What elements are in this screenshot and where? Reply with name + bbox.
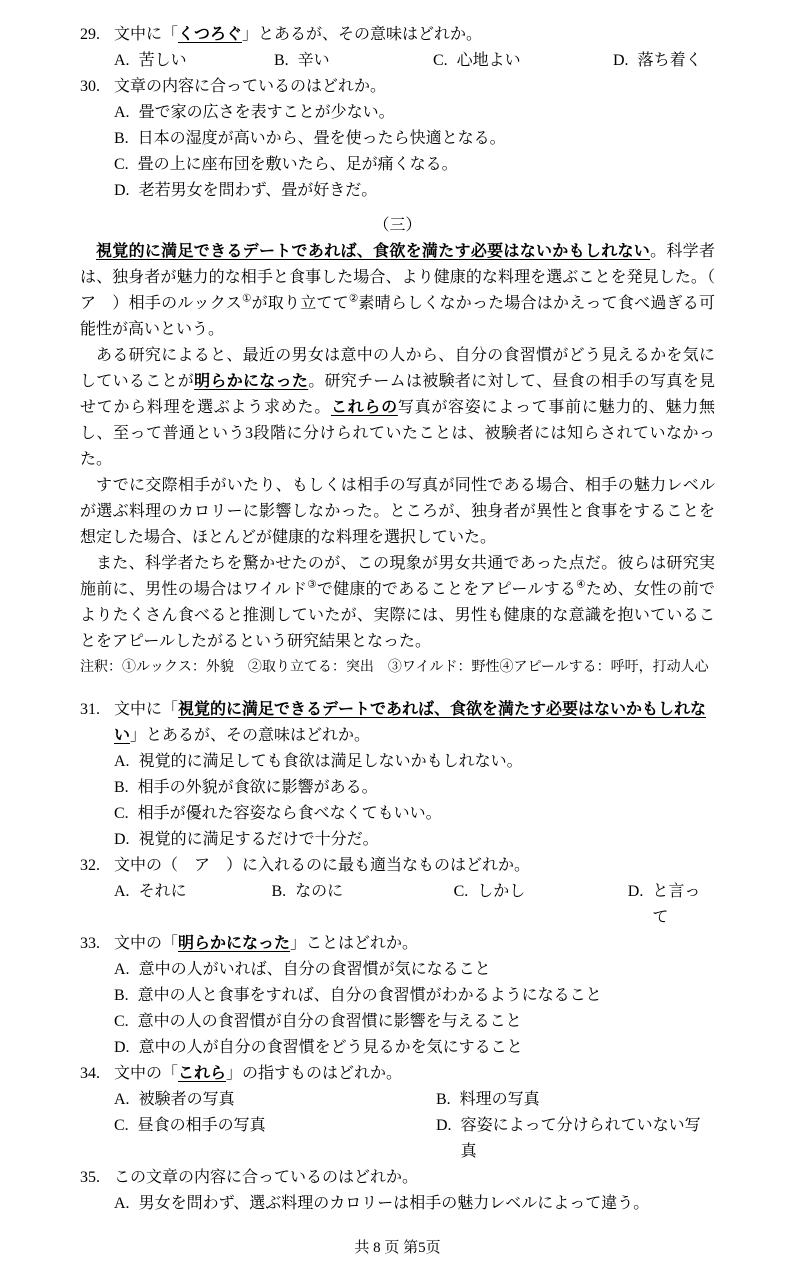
- passage-text: 写真が容姿によって事前に魅力的、魅力無し、至って普通という3段階に分けられていたことは、被験者には知らされていなかった。: [80, 399, 715, 468]
- question-30-stem-row: [80, 74, 715, 100]
- option-text: 辛い: [297, 52, 330, 69]
- option-label: B.: [114, 779, 129, 796]
- option-text: 老若男女を問わず、畳が好きだ。: [138, 182, 378, 199]
- question-34-options: [114, 1087, 715, 1165]
- option-c: [114, 801, 715, 827]
- stem-text-post: 」とあるが、その意味はどれか。: [242, 26, 483, 43]
- passage-text: 。研究チームは被験者に対して、昼食の相手の写真を見せてから料理を選ぶよう求めた。: [80, 373, 715, 416]
- question-33-stem-row: [80, 931, 715, 957]
- option-label: B.: [114, 130, 129, 147]
- option-text: 被験者の写真: [138, 1091, 235, 1108]
- option-text: 視覚的に満足するだけで十分だ。: [138, 831, 379, 848]
- option-text: と言って: [652, 883, 701, 926]
- question-stem: [114, 697, 715, 749]
- option-text: 相手が優れた容姿なら食べなくてもいい。: [137, 805, 442, 822]
- option-text: 畳の上に座布団を敷いたら、足が痛くなる。: [137, 156, 458, 173]
- option-text: それに: [138, 883, 187, 900]
- option-label: D.: [613, 52, 629, 69]
- option-c: [114, 1009, 715, 1035]
- question-34: [80, 1061, 715, 1165]
- option-d: [114, 178, 715, 204]
- option-d: [114, 827, 715, 853]
- question-number: 29.: [80, 26, 100, 43]
- stem-text-pre: 文中の「: [114, 935, 179, 952]
- option-text: 意中の人と食事をすれば、自分の食習慣がわかるようになること: [137, 987, 602, 1004]
- option-label: A.: [114, 883, 130, 900]
- option-label: A.: [114, 1195, 130, 1212]
- option-text: 意中の人がいれば、自分の食習慣が気になること: [138, 961, 491, 978]
- question-stem: [114, 1061, 715, 1087]
- option-c: [454, 879, 628, 931]
- question-32-stem-row: [80, 853, 715, 879]
- stem-text-post: 」とあるが、その意味はどれか。: [130, 727, 371, 744]
- option-d: [114, 1035, 715, 1061]
- option-text: 意中の人の食習慣が自分の食習慣に影響を与えること: [137, 1013, 522, 1030]
- passage-underlined-phrase: これらの: [330, 399, 398, 416]
- passage-paragraph-1: [80, 239, 732, 343]
- question-stem: 文章の内容に合っているのはどれか。: [114, 78, 387, 95]
- passage-text: で健康的であることをアピールする: [316, 581, 577, 598]
- option-c: [114, 1113, 436, 1165]
- passage-paragraph-3: [80, 473, 715, 551]
- question-35: [80, 1165, 715, 1217]
- option-a: [114, 1191, 715, 1217]
- option-a: [114, 957, 715, 983]
- question-number: 32.: [80, 857, 100, 874]
- note-ref-1: ①: [242, 293, 252, 305]
- stem-quote: これら: [178, 1065, 227, 1082]
- passage-text: また、科学者たちを驚かせたのが、この現象が男女共通であった点だ。彼らは研究実施前に、男性の場合はワイルド: [80, 555, 715, 598]
- passage-text: 素晴らしくなかった場合はかえって食べ過ぎる可能性が高いという。: [80, 295, 715, 338]
- question-29-options: [114, 48, 715, 74]
- note-ref-4: ④: [576, 579, 586, 591]
- option-b: [271, 879, 453, 931]
- question-stem: この文章の内容に合っているのはどれか。: [114, 1169, 419, 1186]
- question-35-options: [114, 1191, 715, 1217]
- question-32-options: [114, 879, 715, 931]
- page-footer: 共 8 页 第5页: [354, 1240, 441, 1256]
- option-text: 視覚的に満足しても食欲は満足しないかもしれない。: [138, 753, 523, 770]
- question-number: 31.: [80, 701, 100, 718]
- option-text: 苦しい: [138, 52, 187, 69]
- question-number: 34.: [80, 1065, 100, 1082]
- stem-text-pre: 文中に「: [114, 701, 179, 718]
- passage-underlined-phrase: 明らかになった: [194, 373, 309, 390]
- question-stem: [114, 22, 715, 48]
- question-32: [80, 853, 715, 931]
- question-31-options: [114, 749, 715, 853]
- option-label: C.: [114, 805, 129, 822]
- option-label: D.: [627, 883, 644, 900]
- option-label: A.: [114, 753, 130, 770]
- option-d: [628, 879, 715, 931]
- option-label: A.: [114, 1091, 130, 1108]
- option-c: [114, 152, 715, 178]
- option-a: [114, 48, 274, 74]
- option-label: A.: [114, 52, 130, 69]
- stem-text-pre: 文中の「: [114, 1065, 179, 1082]
- passage-paragraph-2: [80, 343, 715, 473]
- option-text: 容姿によって分けられていない写真: [460, 1117, 701, 1160]
- option-text: 心地よい: [456, 52, 521, 69]
- question-33: [80, 931, 715, 1061]
- option-text: 日本の湿度が高いから、畳を使ったら快適となる。: [137, 130, 506, 147]
- option-label: C.: [114, 1013, 129, 1030]
- option-b: [114, 775, 715, 801]
- option-text: 意中の人が自分の食習慣をどう見るかを気にすること: [138, 1039, 523, 1056]
- option-text: 落ち着く: [637, 52, 702, 69]
- option-label: B.: [274, 52, 289, 69]
- option-label: C.: [433, 52, 448, 69]
- question-34-stem-row: [80, 1061, 715, 1087]
- option-label: B.: [114, 987, 129, 1004]
- question-number: 35.: [80, 1169, 100, 1186]
- note-ref-2: ②: [348, 293, 359, 305]
- stem-quote: 視覚的に満足できるデートであれば、食欲を満たす必要はないかもしれない: [114, 701, 707, 744]
- passage-text: 。科学者は、独身者が魅力的な相手と食事した場合、より健康的な料理を選ぶことを発見した。（ ア ）相手のルックス: [80, 243, 732, 312]
- question-31-stem-row: [80, 697, 715, 749]
- option-label: D.: [114, 831, 130, 848]
- option-label: C.: [114, 1117, 129, 1134]
- passage-notes: 注釈：①ルックス：外貌 ②取り立てる：突出 ③ワイルド：野性④アピールする：呼吁，打动人心: [80, 660, 709, 675]
- passage-paragraph-4: [80, 551, 715, 655]
- option-d: [613, 48, 702, 74]
- question-29-stem-row: [80, 22, 715, 48]
- option-label: A.: [114, 961, 130, 978]
- option-label: C.: [114, 156, 129, 173]
- reading-passage: [80, 239, 732, 681]
- option-text: 昼食の相手の写真: [137, 1117, 266, 1134]
- passage-underlined-title: 視覚的に満足できるデートであれば、食欲を満たす必要はないかもしれない: [96, 243, 651, 260]
- question-stem: [114, 931, 715, 957]
- option-b: [114, 983, 715, 1009]
- stem-quote: 明らかになった: [178, 935, 291, 952]
- question-35-stem-row: [80, 1165, 715, 1191]
- option-b: [436, 1087, 715, 1113]
- option-text: 相手の外貌が食欲に影響がある。: [137, 779, 378, 796]
- option-a: [114, 1087, 436, 1113]
- passage-text: すでに交際相手がいたり、もしくは相手の写真が同性である場合、相手の魅力レベルが選ぶ料理のカロリーに影響しなかった。ところが、独身者が異性と食事をすることを想定した場合、ほとんどが健康的な料理を選択していた。: [80, 477, 715, 546]
- question-30-options: [114, 100, 715, 204]
- question-33-options: [114, 957, 715, 1061]
- option-label: B.: [436, 1091, 451, 1108]
- option-text: 男女を問わず、選ぶ料理のカロリーは相手の魅力レベルによって違う。: [138, 1195, 650, 1212]
- question-stem: 文中の（ ア ）に入れるのに最も適当なものはどれか。: [114, 857, 531, 874]
- question-29: [80, 22, 715, 74]
- stem-quote: くつろぐ: [178, 26, 243, 43]
- option-label: C.: [453, 883, 469, 900]
- question-number: 33.: [80, 935, 100, 952]
- question-31: [80, 697, 715, 853]
- option-b: [274, 48, 433, 74]
- option-a: [114, 100, 715, 126]
- stem-text-pre: 文中に「: [114, 26, 179, 43]
- note-ref-3: ③: [307, 579, 317, 591]
- passage-text: が取り立てて: [251, 295, 349, 312]
- option-label: A.: [114, 104, 130, 121]
- question-number: 30.: [80, 78, 100, 95]
- stem-text-post: 」ことはどれか。: [290, 935, 419, 952]
- option-a: [114, 879, 271, 931]
- option-a: [114, 749, 715, 775]
- option-label: D.: [114, 1039, 130, 1056]
- option-label: D.: [114, 182, 130, 199]
- passage-text: ため、女性の前でよりたくさん食べると推測していたが、実際には、男性も健康的な意識を抱いていることをアピールしたがるという研究結果となった。: [80, 581, 715, 650]
- option-d: [436, 1113, 715, 1165]
- passage-text: ある研究によると、最近の男女は意中の人から、自分の食習慣がどう見えるかを気にしていることが: [80, 347, 715, 390]
- option-label: B.: [271, 883, 287, 900]
- option-text: しかし: [477, 883, 526, 900]
- stem-text-post: 」の指すものはどれか。: [226, 1065, 403, 1082]
- option-text: 料理の写真: [459, 1091, 540, 1108]
- section-heading: （三）: [373, 217, 422, 234]
- option-label: D.: [436, 1117, 452, 1134]
- option-b: [114, 126, 715, 152]
- option-c: [433, 48, 613, 74]
- option-text: 畳で家の広さを表すことが少ない。: [138, 104, 395, 121]
- option-text: なのに: [295, 883, 344, 900]
- question-30: [80, 74, 715, 204]
